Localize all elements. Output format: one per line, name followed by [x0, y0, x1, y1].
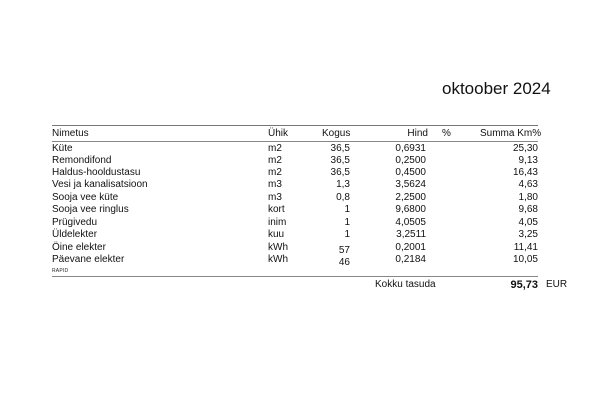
- row-unit: kWh: [268, 242, 288, 253]
- total-label: Kokku tasuda: [375, 279, 436, 290]
- row-sum: 9,68: [518, 204, 538, 215]
- row-qty: 36,5: [330, 143, 350, 154]
- total-amount: 95,73: [510, 279, 538, 291]
- row-price: 3,5624: [395, 179, 426, 190]
- table-bottom-rule: [52, 276, 538, 277]
- header-pct: %: [442, 128, 451, 139]
- row-price: 9,6800: [395, 204, 426, 215]
- row-price: 0,4500: [395, 167, 426, 178]
- row-unit: m2: [268, 167, 282, 178]
- row-sum: 9,13: [518, 155, 538, 166]
- row-price: 0,2001: [395, 242, 426, 253]
- row-price: 0,6931: [395, 143, 426, 154]
- table-header-rule: [52, 141, 538, 142]
- row-sum: 1,80: [518, 192, 538, 203]
- row-qty: 1: [344, 217, 350, 228]
- row-qty: 1: [344, 229, 350, 240]
- header-price: Hind: [407, 128, 428, 139]
- row-sum: 25,30: [512, 143, 538, 154]
- total-currency: EUR: [546, 279, 568, 290]
- row-sum: 4,05: [518, 217, 538, 228]
- table-header: [52, 128, 542, 140]
- row-price: 0,2500: [395, 155, 426, 166]
- row-qty: 46: [338, 257, 350, 268]
- table-top-rule: [52, 125, 538, 126]
- row-name: Vesi ja kanalisatsioon: [52, 179, 148, 190]
- row-unit: kort: [268, 204, 285, 215]
- row-qty: 1,3: [336, 179, 350, 190]
- footnote-mark: RAPID: [52, 268, 69, 274]
- row-sum: 10,05: [512, 254, 538, 265]
- row-unit: m2: [268, 155, 282, 166]
- row-price: 4,0505: [395, 217, 426, 228]
- row-name: Päevane elekter: [52, 254, 125, 265]
- header-unit: Ühik: [268, 128, 289, 139]
- row-qty: 1: [344, 204, 350, 215]
- row-unit: m2: [268, 143, 282, 154]
- row-name: Haldus-hooldustasu: [52, 167, 141, 178]
- header-qty: Kogus: [322, 128, 351, 139]
- invoice-period: oktoober 2024: [442, 79, 551, 98]
- row-unit: m3: [268, 192, 282, 203]
- row-sum: 4,63: [518, 179, 538, 190]
- row-name: Sooja vee küte: [52, 192, 119, 203]
- header-name: Nimetus: [52, 128, 89, 139]
- row-name: Remondifond: [52, 155, 112, 166]
- row-name: Üldelekter: [52, 229, 98, 240]
- row-qty: 36,5: [330, 167, 350, 178]
- row-sum: 3,25: [518, 229, 538, 240]
- row-unit: kWh: [268, 254, 288, 265]
- header-sum: Summa Km%: [480, 128, 542, 139]
- row-unit: m3: [268, 179, 282, 190]
- row-name: Küte: [52, 143, 73, 154]
- row-name: Öine elekter: [52, 242, 106, 253]
- row-price: 0,2184: [395, 254, 426, 265]
- row-qty: 36,5: [330, 155, 350, 166]
- row-price: 3,2511: [396, 229, 426, 240]
- row-name: Prügivedu: [52, 217, 98, 228]
- total-row: [52, 279, 568, 293]
- row-qty: 57: [338, 245, 350, 256]
- row-unit: kuu: [268, 229, 285, 240]
- row-sum: 16,43: [512, 167, 538, 178]
- row-unit: inim: [268, 217, 287, 228]
- row-sum: 11,41: [513, 242, 538, 253]
- row-qty: 0,8: [336, 192, 350, 203]
- row-price: 2,2500: [395, 192, 426, 203]
- row-name: Sooja vee ringlus: [52, 204, 129, 215]
